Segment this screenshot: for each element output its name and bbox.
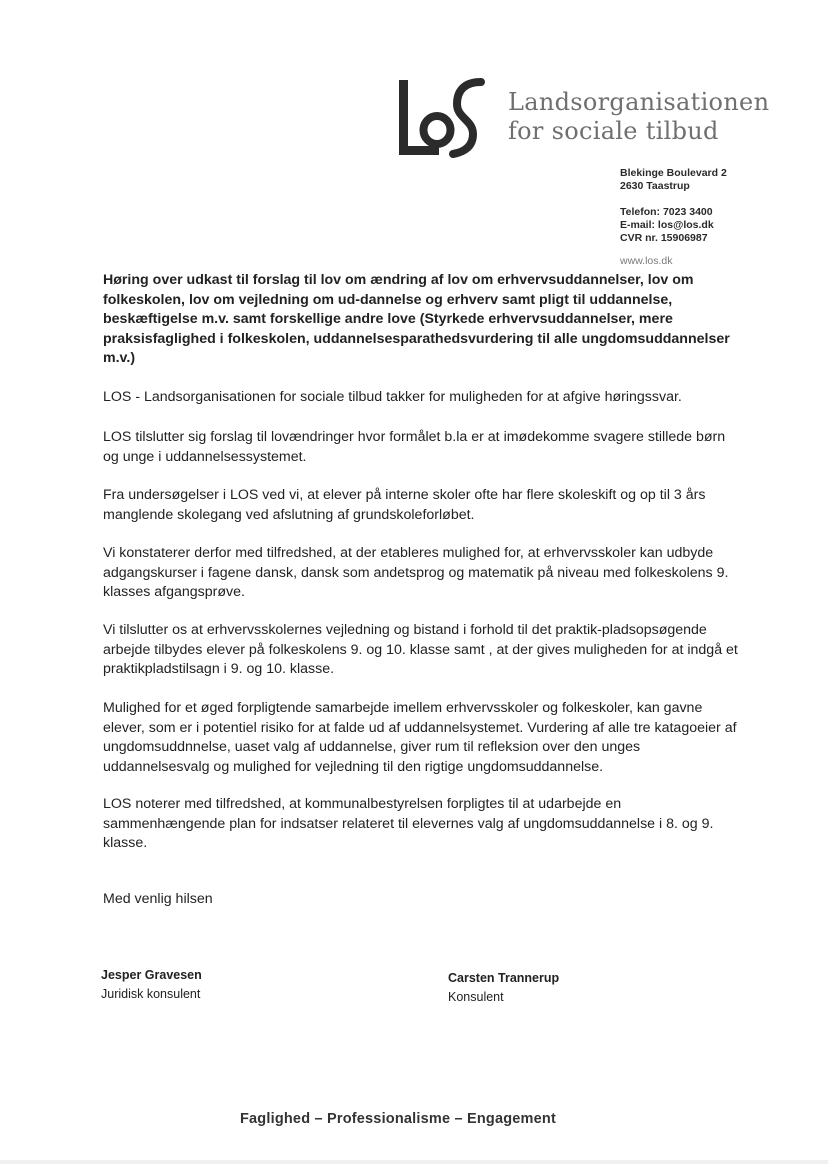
signatory-2-title: Konsulent [448,990,504,1004]
page-bottom-edge [0,1160,828,1164]
paragraph-1: LOS - Landsorganisationen for sociale tilbud takker for muligheden for at afgive høringssvar. [103,389,682,405]
organization-name [508,88,769,146]
paragraph-6: Mulighed for et øged forpligtende samarbejde imellem erhvervsskoler og folkeskoler, kan gavne elever, som er i potentiel risiko for at falde ud af uddannelsystemet. Vurdering af alle tre katagoeier af ungdomsuddnnelse, uaset valg af uddannelse, giver rum til refleksion over den unges uddannelsesvalg og mulighed for vejledning til den rigtige ungdomsuddannelse. [103,700,737,775]
address-city: 2630 Taastrup [620,180,690,192]
signatory-2-name: Carsten Trannerup [448,971,560,985]
footer-tagline: Faglighed – Professionalisme – Engagement [239,1111,556,1127]
contact-cvr: CVR nr. 15906987 [620,232,708,244]
org-name-line1: Landsorganisationen [508,88,770,116]
closing-greeting: Med venlig hilsen [103,891,213,907]
signatory-1-title: Juridisk konsulent [101,987,201,1001]
address-street: Blekinge Boulevard 2 [620,167,727,179]
paragraph-2: LOS tilslutter sig forslag til lovændringer hvor formålet b.la er at imødekomme svagere stillede børn og unge i uddannelsessystemet. [103,429,726,465]
signatory-1-name: Jesper Gravesen [101,968,202,982]
contact-email: E-mail: los@los.dk [620,219,714,231]
paragraph-5: Vi tilslutter os at erhvervsskolernes vejledning og bistand i forhold til det praktik-pladsopsøgende arbejde tilbydes elever på folkeskolens 9. og 10. klasse samt , at der gives muligheden for at indgå et praktikpladstilsagn i 9. og 10. klasse. [103,622,738,678]
letter-subject: Høring over udkast til forslag til lov om ændring af lov om erhvervsuddannelser, lov om folkeskolen, lov om vejledning om ud-dannelse og erhverv samt pligt til uddannelse, beskæftigelse m.v. samt forskellige andre love (Styrkede erhvervsuddannelser, mere praksisfaglighed i folkeskolen, uddannelsesparathedsvurdering til alle ungdomsuddannelser m.v.) [103,272,730,367]
paragraph-4: Vi konstaterer derfor med tilfredshed, at der etableres mulighed for, at erhvervsskoler kan udbyde adgangskurser i fagene dansk, dansk som andetsprog og matematik på niveau med folkeskolens 9. klasses afgangsprøve. [103,545,729,601]
paragraph-7: LOS noterer med tilfredshed, at kommunalbestyrelsen forpligtes til at udarbejde en sammenhængende plan for indsatser relateret til elevernes valg af ungdomsuddannelse i 8. og 9. klasse. [103,796,714,852]
los-logo [393,76,491,160]
address-block [620,167,727,245]
website-link[interactable]: www.los.dk [620,255,673,267]
paragraph-3: Fra undersøgelser i LOS ved vi, at elever på interne skoler ofte har flere skoleskift og op til 3 års manglende skolegang ved afslutning af grundskoleforløbet. [103,487,706,523]
contact-phone: Telefon: 7023 3400 [620,206,713,218]
org-name-line2: for sociale tilbud [508,117,719,145]
